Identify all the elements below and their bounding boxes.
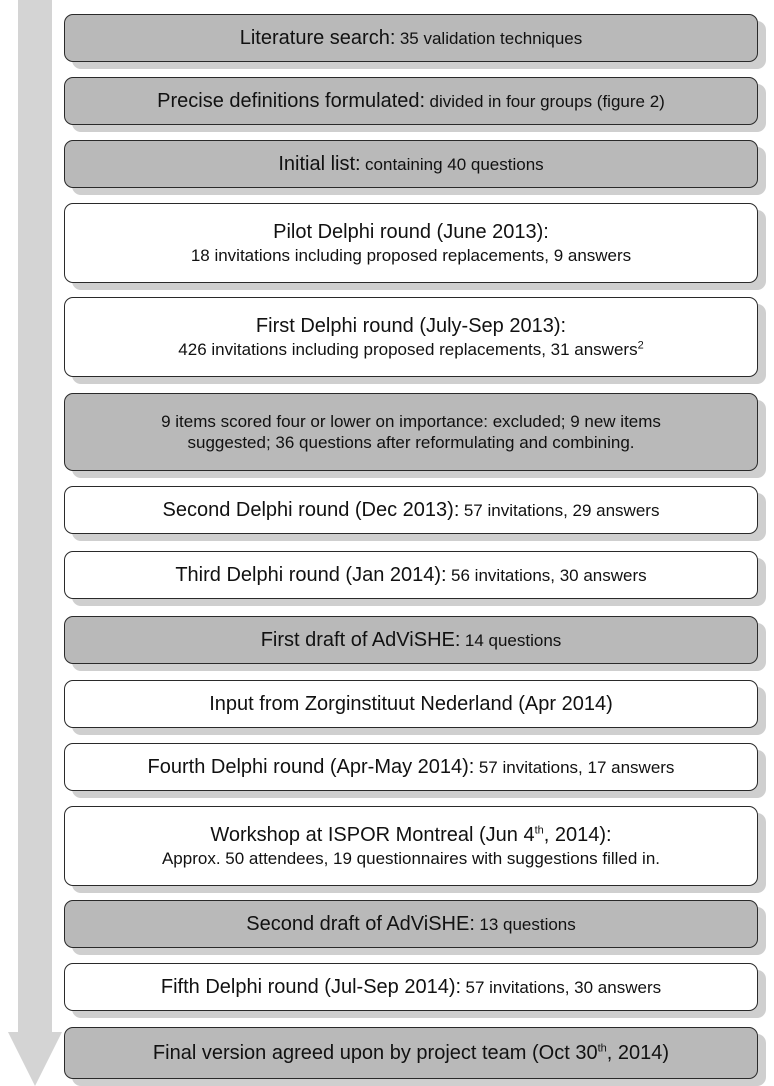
step-zorginstituut-input: Input from Zorginstituut Nederland (Apr 2014): [64, 680, 758, 728]
step-items-excluded: 9 items scored four or lower on importance: excluded; 9 new items suggested; 36 questions after reformulating and combining.: [64, 393, 758, 471]
footnote-marker: 2: [637, 339, 644, 352]
step-fifth-delphi-round: Fifth Delphi round (Jul-Sep 2014): 57 invitations, 30 answers: [64, 963, 758, 1011]
step-initial-list: Initial list: containing 40 questions: [64, 140, 758, 188]
step-precise-definitions: Precise definitions formulated: divided in four groups (figure 2): [64, 77, 758, 125]
step-pilot-delphi-round: Pilot Delphi round (June 2013): 18 invitations including proposed replacements, 9 answers: [64, 203, 758, 283]
step-final-version: Final version agreed upon by project team (Oct 30th, 2014): [64, 1027, 758, 1079]
step-literature-search: Literature search: 35 validation techniques: [64, 14, 758, 62]
step-third-delphi-round: Third Delphi round (Jan 2014): 56 invitations, 30 answers: [64, 551, 758, 599]
step-first-delphi-round: First Delphi round (July-Sep 2013): 426 invitations including proposed replacements, 31 answers$^2$: [64, 297, 758, 377]
step-second-draft: Second draft of AdViSHE: 13 questions: [64, 900, 758, 948]
step-first-draft: First draft of AdViSHE: 14 questions: [64, 616, 758, 664]
timeline-arrow: [0, 0, 64, 1086]
step-ispor-workshop: Workshop at ISPOR Montreal (Jun 4th, 2014): Approx. 50 attendees, 19 questionnaires with suggestions filled in.: [64, 806, 758, 886]
step-fourth-delphi-round: Fourth Delphi round (Apr-May 2014): 57 invitations, 17 answers: [64, 743, 758, 791]
step-second-delphi-round: Second Delphi round (Dec 2013): 57 invitations, 29 answers: [64, 486, 758, 534]
